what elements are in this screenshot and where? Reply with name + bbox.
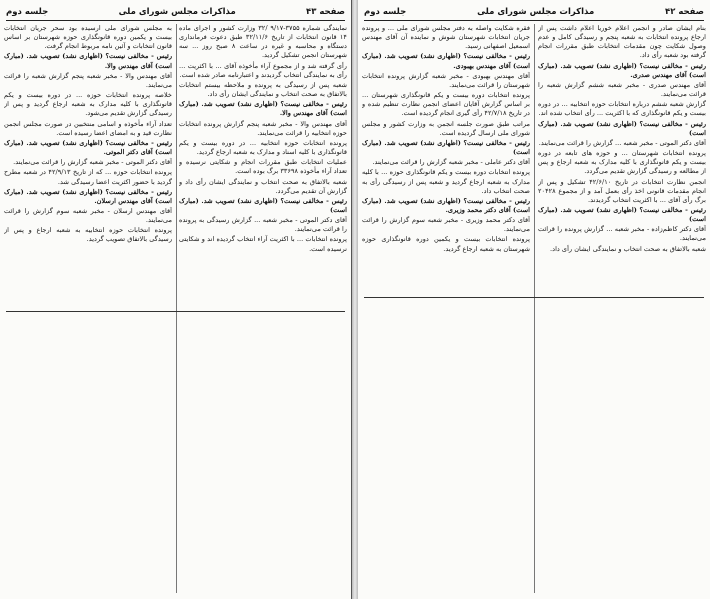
paragraph: آقای مهندس ارسلان - مخبر شعبه سوم گزارش را قرائت می‌نمایند. bbox=[4, 206, 172, 225]
right-page-right-column bbox=[538, 24, 706, 595]
speaker-line: رئیس - مخالفی نیست؟ (اظهاری نشد) تصویب شد. (مبارک است) آقای مهندس ارسلان. bbox=[4, 187, 172, 205]
speaker-line: رئیس - مخالفی نیست؟ (اظهاری نشد) تصویب شد. (مبارک است) آقای مهندس بهبودی. bbox=[362, 52, 530, 70]
paragraph: آقای دکتر الموتی - مخبر شعبه ... گزارش را قرائت می‌نمایند. bbox=[538, 138, 706, 147]
right-page-header bbox=[364, 4, 704, 21]
paragraph: شعبه بالاتفاق به صحت انتخاب و نمایندگی ایشان رأی داد. bbox=[550, 244, 706, 253]
paragraph: مراتب طبق صورت جلسه انجمن به وزارت کشور و مجلس شورای ملی ارسال گردیده است. bbox=[362, 119, 530, 137]
speaker-line: رئیس - مخالفی نیست؟ (اظهاری نشد) تصویب شد. (مبارک است) آقای مهندس صدری. bbox=[538, 61, 706, 79]
speaker-line: رئیس - مخالفی نیست؟ (اظهاری نشد) تصویب شد. (مبارک است) آقای مهندس والا. bbox=[4, 52, 172, 70]
left-journal-title: مذاکرات مجلس شورای ملی bbox=[118, 7, 236, 17]
paragraph: پرونده انتخابات ... با اکثریت آراء انتخاب گردیده اند و شکایتی نرسیده است. bbox=[179, 235, 347, 253]
paragraph: پرونده انتخابات دوره بیست و یکم قانونگذاری شهرستان ... بر اساس گزارش آقایان اعضای انجمن نظارت تنظیم شده و در تاریخ ۴۲/۷/۱۸ رأی گیری انجام گردیده است. bbox=[362, 91, 530, 118]
paragraph: آقای مهندس والا - مخبر شعبه پنجم گزارش پرونده انتخابات حوزه انتخابیه را قرائت می‌نمایند. bbox=[179, 119, 347, 137]
paragraph: آقای مهندس والا - مخبر شعبه پنجم گزارش شعبه را قرائت می‌نمایند. bbox=[4, 71, 172, 89]
right-page bbox=[358, 0, 710, 599]
left-page-number: صفحه ۴۳ bbox=[306, 7, 345, 17]
left-session-label: جلسه دوم bbox=[6, 7, 49, 17]
paragraph: آقای دکتر عاملی - مخبر شعبه گزارش را قرائت می‌نمایند. bbox=[372, 158, 530, 167]
paragraph: شعبه پس از رسیدگی به پرونده و ملاحظه بیستم انتخابات بالاتفاق به صحت انتخاب و نمایندگی ایشان رأی داد. bbox=[179, 80, 347, 99]
paragraph: پرونده انتخابات حوزه انتخابیه به شعبه ارجاع و پس از رسیدگی بالاتفاق تصویب گردید. bbox=[4, 226, 172, 244]
paragraph: عملیات انتخابات طبق مقررات انجام و شکایتی نرسیده و تعداد آراء مأخوذه ۳۳۶۹۸ برگ بوده است. bbox=[179, 158, 347, 176]
paragraph: پرونده انتخابات شهرستان ... و حوزه های تابعه در دوره بیست و یکم قانونگذاری با کلیه مدارک به شعبه ارجاع و پس از مطالعه و رسیدگی گزارش تقدیم می‌گردد. bbox=[538, 149, 706, 176]
left-column-divider bbox=[176, 24, 177, 593]
right-page-left-column bbox=[362, 24, 530, 595]
paragraph: رأی گرفته شد و از مجموع آراء مأخوذه آقای ... با اکثریت ... رأی به نمایندگی انتخاب گردیدند و اعتبارنامه صادر شده است. bbox=[179, 61, 347, 79]
paragraph: فقره شکایت واصله به دفتر مجلس شورای ملی ... و پرونده جریان انتخابات شهرستان شوش و نماینده آن آقای مهندس اسمعیل اصفهانی رسید. bbox=[362, 24, 530, 51]
speaker-line: رئیس - مخالفی نیست؟ (اظهاری نشد) تصویب شد. (مبارک است) bbox=[538, 205, 706, 224]
left-page-left-column bbox=[4, 24, 172, 595]
right-journal-title: مذاکرات مجلس شورای ملی bbox=[477, 7, 595, 17]
paragraph: آقای مهندس بهبودی - مخبر شعبه گزارش پرونده انتخابات شهرستان را قرائت می‌نمایند. bbox=[362, 71, 530, 89]
paragraph: پرونده انتخابات حوزه ... که از تاریخ ۴۲/۹/۱۳ در شعبه مطرح گردید با حضور اکثریت اعضا رسیدگی شد. bbox=[4, 168, 172, 186]
paragraph: تعداد آراء مأخوذه و اسامی منتخبین در صورت مجلس انجمن نظارت قید و به امضای اعضا رسیده است. bbox=[4, 119, 172, 137]
section-rule bbox=[364, 297, 704, 298]
paragraph: آقای دکتر الموتی - مخبر شعبه ... گزارش رسیدگی به پرونده را قرائت می‌نمایند. bbox=[179, 216, 347, 234]
speaker-line: رئیس - مخالفی نیست؟ (اظهاری نشد) تصویب شد. (مبارک است) آقای دکتر محمد وزیری. bbox=[362, 196, 530, 214]
paragraph: خلاصه پرونده انتخابات حوزه ... در دوره بیست و یکم قانونگذاری با کلیه مدارک به شعبه ارجاع گردید و پس از رسیدگی گزارش تقدیم می‌شود. bbox=[4, 91, 172, 118]
paragraph: انجمن نظارت انتخابات در تاریخ ۴۲/۶/۱۰ تشکیل و پس از انجام مقدمات قانونی اخذ رأی بعمل آمد و از مجموع ۲۰۴۲۸ برگ رأی آقای ... با اکثریت انتخاب گردیدند. bbox=[538, 177, 706, 204]
paragraph: آقای دکتر محمد وزیری - مخبر شعبه سوم گزارش را قرائت می‌نمایند. bbox=[362, 216, 530, 234]
right-column-divider bbox=[534, 24, 535, 593]
paragraph: آقای دکتر الموتی - مخبر شعبه گزارش را قرائت می‌نمایند. bbox=[13, 158, 172, 167]
speaker-line: رئیس - مخالفی نیست؟ (اظهاری نشد) تصویب شد. (مبارک است) bbox=[538, 119, 706, 137]
paragraph: پرونده انتخابات دوره بیست و یکم قانونگذاری حوزه ... با کلیه مدارک به شعبه ارجاع گردید و شعبه پس از رسیدگی رأی به صحت انتخاب داد. bbox=[362, 168, 530, 195]
right-session-label: جلسه دوم bbox=[364, 7, 407, 17]
paragraph: به مجلس شورای ملی ارسیده بود سحر جریان انتخابات بیست و یکمین دوره قانونگذاری حوزه شهرستان بر اساس قانون انتخابات و آئین نامه مربوط انجام گرفت. bbox=[4, 24, 172, 51]
right-page-number: صفحه ۴۲ bbox=[665, 7, 704, 17]
paragraph: نمایندگی شماره ۳۷۵۵-۹/۱۷ /۳۲ وزارت کشور و اجرای ماده ۱۴ قانون انتخابات از تاریخ ۳۲/۱۱/۶ طبق دعوت فرمانداری دستگاه و محاسبه و غیره در ساعت ۸ صبح روز ... سه شهرستان انجمن تشکیل گردید. bbox=[179, 24, 347, 60]
left-page-header bbox=[6, 4, 345, 21]
paragraph: شعبه بالاتفاق به صحت انتخاب و نمایندگی ایشان رأی داد و گزارش آن تقدیم می‌گردد. bbox=[179, 177, 347, 195]
paragraph: آقای مهندس صدری - مخبر شعبه ششم گزارش شعبه را قرائت می‌نمایند. bbox=[538, 80, 706, 99]
paragraph: گزارش شعبه ششم درباره انتخابات حوزه انتخابیه ... در دوره بیست و یکم قانونگذاری که با اکثریت ... رأی انتخاب شده اند. bbox=[538, 100, 706, 118]
paragraph: بنام ایشان صادر و انجمن اعلام خوریا اعلام داشت پس از ارجاع پرونده انتخابات به شعبه پنجم و رسیدگی کامل و عدم وصول شکایت چون مقدمات انتخابات طبق مقررات انجام گرفته بود شعبه رأی داد. bbox=[538, 24, 706, 60]
speaker-line: رئیس - مخالفی نیست؟ (اظهاری نشد) تصویب شد. (مبارک است) bbox=[362, 138, 530, 157]
paragraph: پرونده انتخابات بیست و یکمین دوره قانونگذاری حوزه شهرستان به شعبه ارجاع گردید. bbox=[362, 235, 530, 253]
paragraph: آقای دکتر کاظم‌زاده - مخبر شعبه ... گزارش پرونده را قرائت می‌نمایند. bbox=[538, 225, 706, 243]
speaker-line: رئیس - مخالفی نیست؟ (اظهاری نشد) تصویب شد. (مبارک است) bbox=[179, 196, 347, 214]
speaker-line: رئیس - مخالفی نیست؟ (اظهاری نشد) تصویب شد. (مبارک است) آقای مهندس والا. bbox=[179, 100, 347, 118]
paragraph: پرونده انتخابات حوزه انتخابیه ... در دوره بیست و یکم قانونگذاری با کلیه اسناد و مدارک به شعبه ارجاع گردید. bbox=[179, 138, 347, 157]
left-page bbox=[0, 0, 352, 599]
section-rule bbox=[6, 311, 345, 312]
left-page-right-column bbox=[179, 24, 347, 595]
speaker-line: رئیس - مخالفی نیست؟ (اظهاری نشد) تصویب شد. (مبارک است) آقای دکتر الموتی. bbox=[4, 138, 172, 157]
